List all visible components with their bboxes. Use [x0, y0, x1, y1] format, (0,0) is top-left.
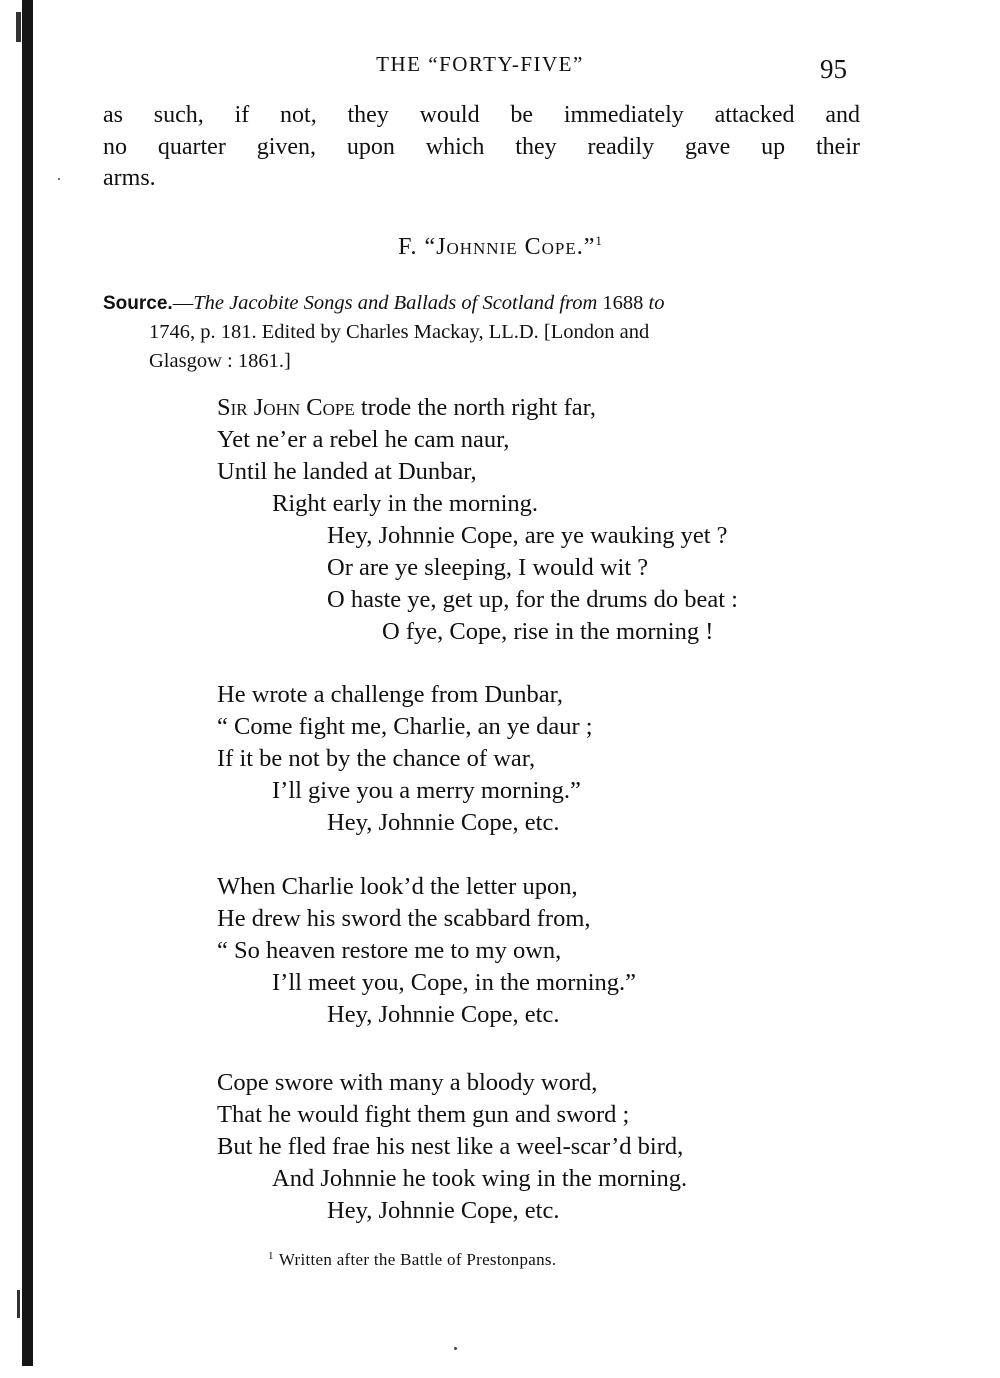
poem-line: I’ll meet you, Cope, in the morning.” — [272, 969, 637, 996]
source-work-title: The Jacobite Songs and Ballads of Scotland from — [193, 292, 598, 314]
section-title: Johnnie Cope — [436, 234, 577, 260]
source-to-word: to — [648, 292, 665, 314]
poem-line: He wrote a challenge from Dunbar, — [217, 681, 563, 708]
poem-line: “ Come fight me, Charlie, an ye daur ; — [217, 713, 593, 740]
poem-line: I’ll give you a merry morning.” — [272, 777, 581, 804]
source-label: Source. — [103, 293, 173, 314]
page-binding-edge — [22, 0, 33, 1366]
section-closing: .” — [576, 234, 596, 260]
chorus-line: Or are ye sleeping, I would wit ? — [327, 554, 649, 581]
poem-line: And Johnnie he took wing in the morning. — [272, 1165, 688, 1192]
chorus-line: O haste ye, get up, for the drums do beat : — [327, 586, 738, 613]
source-line-3: Glasgow : 1861.] — [149, 350, 291, 372]
footnote-text: Written after the Battle of Prestonpans. — [278, 1250, 557, 1269]
binding-speck — [16, 12, 21, 42]
binding-speck — [17, 1290, 20, 1318]
poem-line: “ So heaven restore me to my own, — [217, 937, 562, 964]
paragraph-line: no quarter given, upon which they readily gave up their — [103, 133, 860, 160]
footnote — [268, 1250, 556, 1270]
poem-line: When Charlie look’d the letter upon, — [217, 873, 578, 900]
poem-line: Until he landed at Dunbar, — [217, 458, 477, 485]
paragraph-line: as such, if not, they would be immediately attacked and — [103, 102, 860, 128]
small-caps-word: Sir — [217, 394, 248, 421]
source-year-from: 1688 — [602, 292, 644, 314]
chorus-line: Hey, Johnnie Cope, etc. — [327, 1197, 560, 1224]
page-number: 95 — [820, 54, 847, 84]
section-heading — [0, 233, 1000, 261]
section-letter: F. “ — [398, 234, 437, 260]
line-rest: trode the north right far, — [360, 394, 596, 421]
source-line-2: 1746, p. 181. Edited by Charles Mackay, LL.D. [London and — [149, 321, 650, 343]
paragraph-line: arms. — [103, 165, 156, 191]
source-line-1 — [103, 289, 863, 318]
running-head — [0, 52, 1000, 84]
source-dash: — — [172, 292, 194, 314]
opening-paragraph — [103, 100, 860, 195]
chorus-line: Hey, Johnnie Cope, are ye wauking yet ? — [327, 522, 728, 549]
print-speck — [454, 1347, 457, 1350]
chorus-line: Hey, Johnnie Cope, etc. — [327, 809, 560, 836]
print-speck — [58, 178, 60, 180]
chorus-line: Hey, Johnnie Cope, etc. — [327, 1001, 560, 1028]
poem-line: That he would fight them gun and sword ; — [217, 1101, 630, 1128]
small-caps-word: John — [253, 394, 301, 421]
poem-line: Cope swore with many a bloody word, — [217, 1069, 598, 1096]
footnote-ref: 1 — [595, 233, 602, 248]
poem-line: Right early in the morning. — [272, 490, 539, 517]
source-citation — [103, 289, 863, 376]
chorus-line: O fye, Cope, rise in the morning ! — [382, 618, 714, 645]
footnote-marker: 1 — [268, 1250, 274, 1262]
small-caps-word: Cope — [306, 394, 355, 421]
poem-line — [217, 393, 596, 423]
running-title: THE “FORTY-FIVE” — [376, 52, 584, 76]
poem-line: He drew his sword the scabbard from, — [217, 905, 591, 932]
poem-line: Yet ne’er a rebel he cam naur, — [217, 426, 510, 453]
poem-line: But he fled frae his nest like a weel-scar’d bird, — [217, 1133, 684, 1160]
poem-line: If it be not by the chance of war, — [217, 745, 536, 772]
